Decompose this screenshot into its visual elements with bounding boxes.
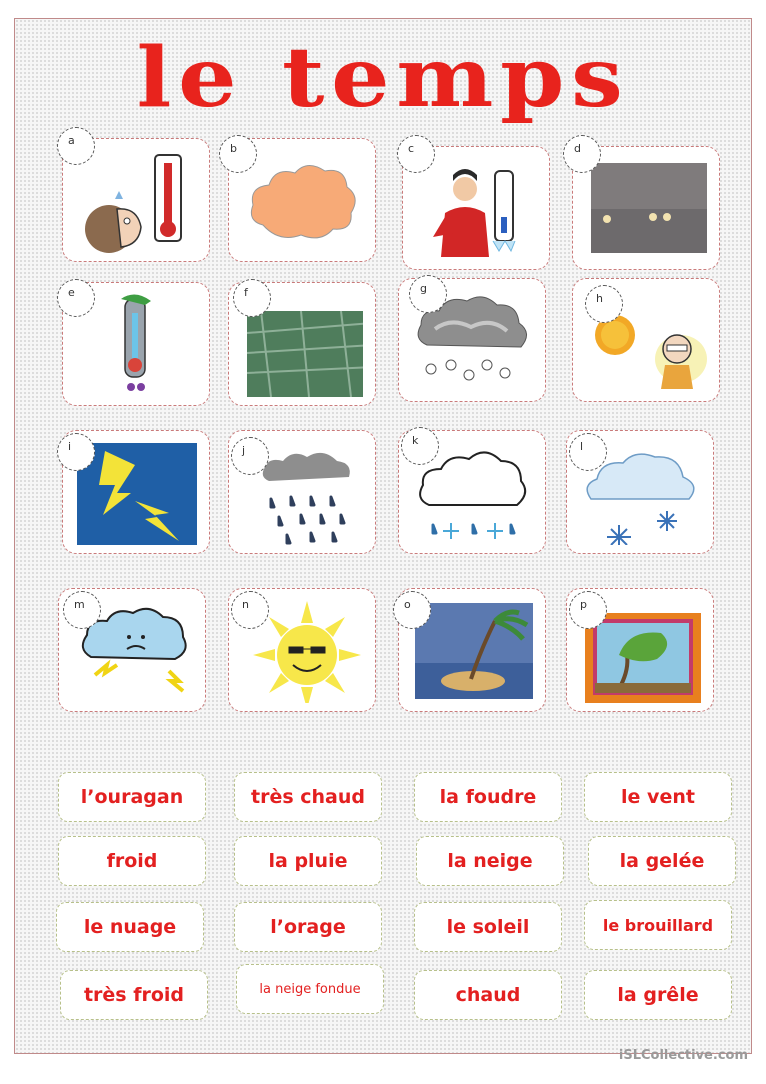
card-letter: f — [233, 279, 271, 317]
picture-card-d — [572, 142, 720, 270]
word-label: le nuage — [56, 902, 204, 952]
word-label: le brouillard — [584, 900, 732, 950]
fog-photo-icon — [585, 157, 707, 261]
word-label: la foudre — [414, 772, 562, 822]
word-label: le vent — [584, 772, 732, 822]
picture-card-p — [566, 588, 714, 712]
word-label: très chaud — [234, 772, 382, 822]
hot-thermometer-person-icon — [75, 149, 197, 253]
picture-card-e — [62, 282, 210, 406]
card-letter: d — [563, 135, 601, 173]
word-label: chaud — [414, 970, 562, 1020]
picture-card-o — [398, 588, 546, 712]
word-label: l’orage — [234, 902, 382, 952]
picture-card-j — [228, 430, 376, 554]
card-letter: l — [569, 433, 607, 471]
card-letter: k — [401, 427, 439, 465]
word-label: froid — [58, 836, 206, 886]
picture-card-k — [398, 430, 546, 554]
word-label: très froid — [60, 970, 208, 1020]
frozen-thermometer-icon — [75, 293, 197, 397]
word-label: la neige — [416, 836, 564, 886]
word-label: la grêle — [584, 970, 732, 1020]
cold-thermometer-person-icon — [415, 157, 537, 261]
worksheet-title: le temps — [136, 30, 630, 126]
picture-card-a — [62, 134, 210, 262]
picture-card-n — [228, 588, 376, 712]
word-label: le soleil — [414, 902, 562, 952]
picture-card-c — [402, 142, 550, 270]
card-letter: o — [393, 591, 431, 629]
picture-card-m — [58, 588, 206, 712]
card-letter: m — [63, 591, 101, 629]
card-letter: a — [57, 127, 95, 165]
word-label: la gelée — [588, 836, 736, 886]
card-letter: e — [57, 279, 95, 317]
picture-card-i — [62, 430, 210, 554]
card-letter: c — [397, 135, 435, 173]
card-letter: n — [231, 591, 269, 629]
picture-card-g — [398, 278, 546, 402]
picture-card-h — [572, 278, 720, 402]
picture-card-l — [566, 430, 714, 554]
card-letter: h — [585, 285, 623, 323]
orange-cloud-icon — [241, 149, 363, 253]
card-letter: g — [409, 275, 447, 313]
picture-card-b — [228, 138, 376, 262]
word-label: la pluie — [234, 836, 382, 886]
card-letter: i — [57, 433, 95, 471]
card-letter: p — [569, 591, 607, 629]
footer-watermark: iSLCollective.com — [618, 1048, 748, 1063]
word-label: la neige fondue — [236, 964, 384, 1014]
card-letter: b — [219, 135, 257, 173]
card-letter: j — [231, 437, 269, 475]
picture-card-f — [228, 282, 376, 406]
word-label: l’ouragan — [58, 772, 206, 822]
